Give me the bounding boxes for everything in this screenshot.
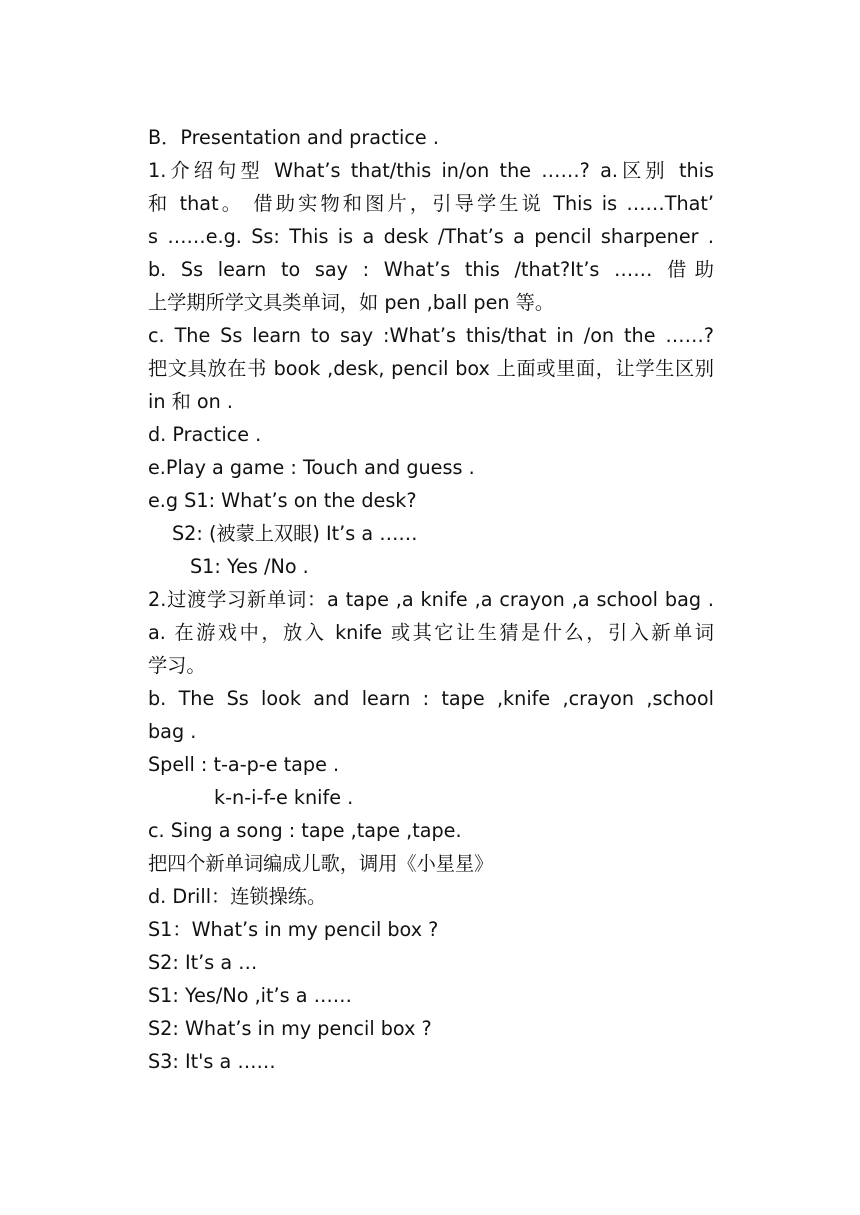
text-line: 把四个新单词编成儿歌，调用《小星星》 bbox=[148, 852, 494, 875]
spelling-line: Spell : t-a-p-e tape . bbox=[148, 753, 340, 776]
text-line: 和 that。 借助实物和图片，引导学生说 This is ……That’ bbox=[148, 192, 714, 215]
dialogue-line: S1: Yes/No ,it’s a …… bbox=[148, 984, 352, 1007]
text-line: 上学期所学文具类单词，如 pen ,ball pen 等。 bbox=[148, 291, 555, 314]
text-line: 2.过渡学习新单词：a tape ,a knife ,a crayon ,a school bag . bbox=[148, 588, 714, 611]
dialogue-line: S1: Yes /No . bbox=[190, 555, 309, 578]
text-line: c. Sing a song : tape ,tape ,tape. bbox=[148, 819, 462, 842]
text-line: 学习。 bbox=[148, 654, 206, 677]
text-line: e.Play a game : Touch and guess . bbox=[148, 456, 475, 479]
text-line: a. 在游戏中，放入 knife 或其它让生猜是什么，引入新单词 bbox=[148, 621, 714, 644]
text-line: b. The Ss look and learn : tape ,knife ,crayon ,school bbox=[148, 687, 714, 710]
text-line: d. Practice . bbox=[148, 423, 262, 446]
dialogue-line: S3: It's a …… bbox=[148, 1050, 276, 1073]
text-line: 1.介绍句型 What’s that/this in/on the ……? a.区别 this bbox=[148, 159, 714, 182]
text-line: s ……e.g. Ss: This is a desk /That’s a pencil sharpener . bbox=[148, 225, 714, 248]
text-line: d. Drill：连锁操练。 bbox=[148, 885, 327, 908]
dialogue-line: S2: It’s a … bbox=[148, 951, 258, 974]
lesson-text bbox=[148, 121, 714, 1078]
section-heading: B．Presentation and practice . bbox=[148, 126, 439, 149]
dialogue-line: S2: (被蒙上双眼) It’s a …… bbox=[172, 522, 418, 545]
dialogue-line: S2: What’s in my pencil box ? bbox=[148, 1017, 432, 1040]
dialogue-line: e.g S1: What’s on the desk? bbox=[148, 489, 417, 512]
spelling-line: k-n-i-f-e knife . bbox=[214, 786, 354, 809]
text-line: bag . bbox=[148, 720, 197, 743]
text-line: c. The Ss learn to say :What’s this/that in /on the ……? bbox=[148, 324, 714, 347]
dialogue-line: S1：What’s in my pencil box ? bbox=[148, 918, 439, 941]
text-line: in 和 on . bbox=[148, 390, 233, 413]
text-line: b. Ss learn to say : What’s this /that?It’s …… 借助 bbox=[148, 258, 714, 281]
text-line: 把文具放在书 book ,desk, pencil box 上面或里面，让学生区别 bbox=[148, 357, 714, 380]
